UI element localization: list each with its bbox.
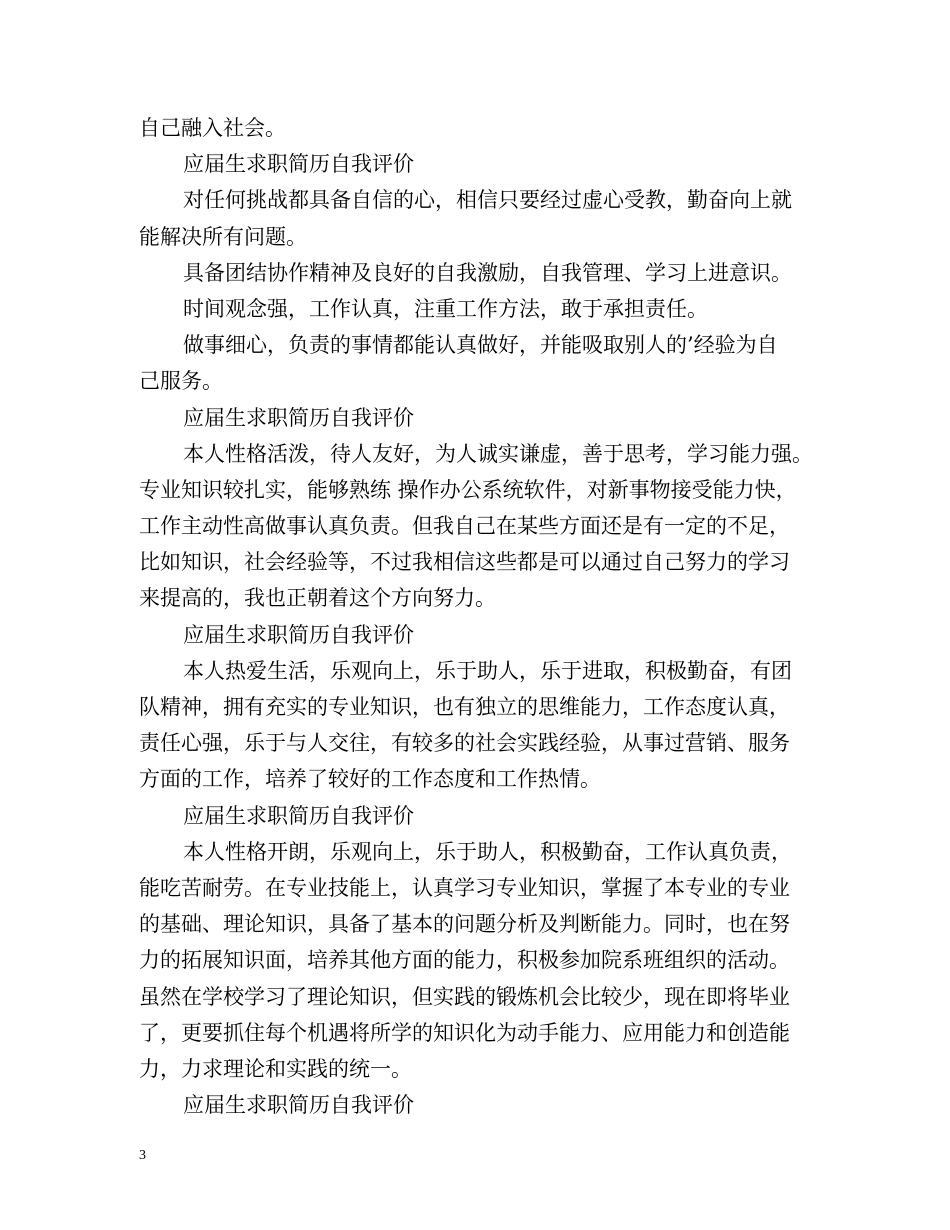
- text-line: 了，更要抓住每个机遇将所学的知识化为动手能力、应用能力和创造能: [139, 1020, 790, 1045]
- page-number: 3: [139, 1148, 146, 1163]
- text-line: 应届生求职简历自我评价: [183, 622, 414, 647]
- text-line: 自己融入社会。: [139, 116, 286, 140]
- text-line: 应届生求职简历自我评价: [183, 405, 414, 430]
- text-line: 专业知识较扎实，能够熟练 操作办公系统软件，对新事物接受能力快，: [139, 477, 797, 502]
- text-line: 本人热爱生活，乐观向上，乐于助人，乐于进取，积极勤奋，有团: [183, 658, 792, 683]
- text-line: 具备团结协作精神及良好的自我激励，自我管理、学习上进意识。: [183, 260, 792, 285]
- text-line: 己服务。: [139, 369, 223, 394]
- text-line: 能解决所有问题。: [139, 224, 307, 249]
- text-line: 责任心强，乐于与人交往，有较多的社会实践经验，从事过营销、服务: [139, 731, 790, 756]
- text-line: 来提高的，我也正朝着这个方向努力。: [139, 586, 496, 611]
- text-line: 比如知识，社会经验等，不过我相信这些都是可以通过自己努力的学习: [139, 550, 790, 575]
- text-line: 本人性格开朗，乐观向上，乐于助人，积极勤奋，工作认真负责，: [183, 839, 792, 864]
- text-line: 力的拓展知识面，培养其他方面的能力，积极参加院系班组织的活动。: [139, 948, 790, 973]
- text-line: 力，力求理论和实践的统一。: [139, 1056, 412, 1081]
- text-line: 队精神，拥有充实的专业知识，也有独立的思维能力，工作态度认真，: [139, 695, 790, 719]
- text-line: 应届生求职简历自我评价: [183, 152, 414, 177]
- text-line: 时间观念强，工作认真，注重工作方法，敢于承担责任。: [183, 296, 708, 321]
- text-line: 应届生求职简历自我评价: [183, 1093, 414, 1118]
- text-line: 工作主动性高做事认真负责。但我自己在某些方面还是有一定的不足，: [139, 514, 790, 539]
- text-line: 能吃苦耐劳。在专业技能上，认真学习专业知识，掌握了本专业的专业: [139, 875, 790, 900]
- document-body: [139, 110, 829, 1123]
- text-line: 做事细心，负责的事情都能认真做好，并能吸取别人的’经验为自: [183, 333, 778, 358]
- text-line: 方面的工作，培养了较好的工作态度和工作热情。: [139, 767, 601, 792]
- text-line: 应届生求职简历自我评价: [183, 803, 414, 828]
- text-line: 虽然在学校学习了理论知识，但实践的锻炼机会比较少，现在即将毕业: [139, 984, 790, 1009]
- text-line: 本人性格活泼，待人友好，为人诚实谦虚，善于思考，学习能力强。: [183, 441, 813, 466]
- text-line: 的基础、理论知识，具备了基本的问题分析及判断能力。同时，也在努: [139, 912, 790, 937]
- text-line: 对任何挑战都具备自信的心，相信只要经过虚心受教，勤奋向上就: [183, 188, 792, 213]
